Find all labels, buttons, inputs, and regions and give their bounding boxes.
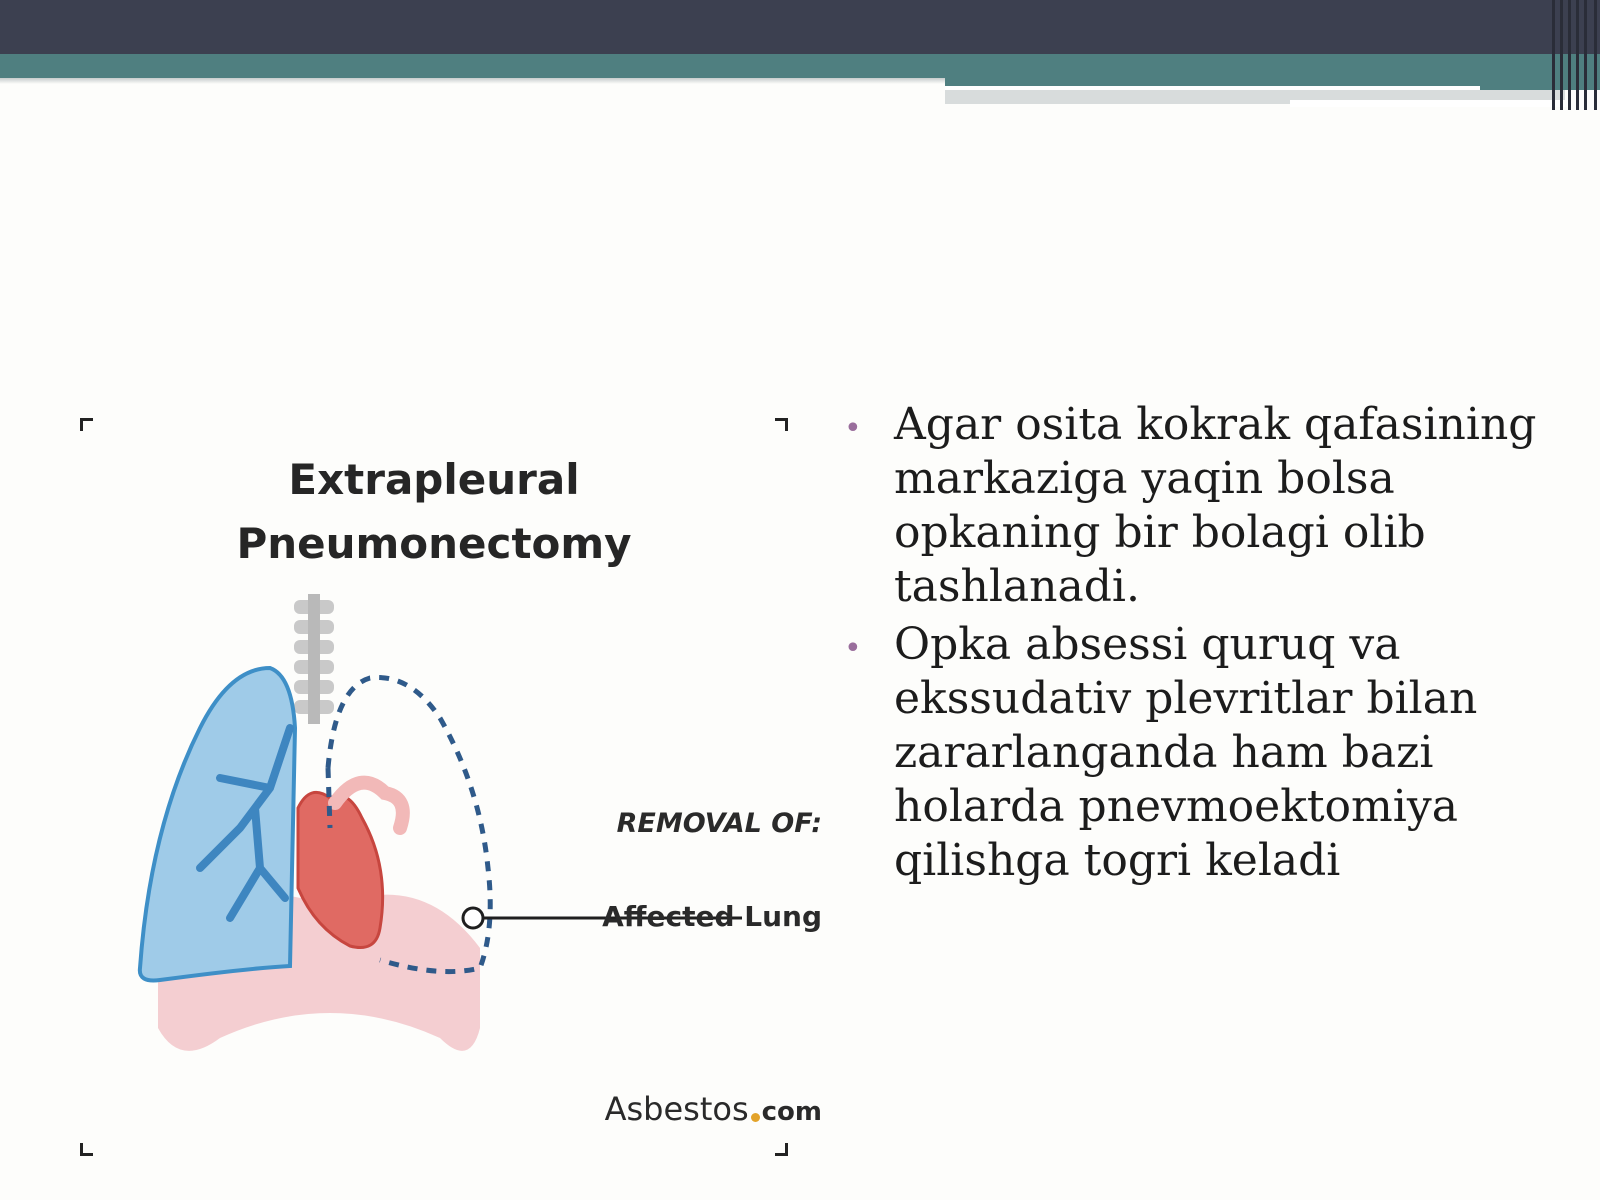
removal-label: REMOVAL OF: [616,808,822,839]
crop-mark-bottom-right [775,1143,788,1156]
crop-mark-top-right [775,418,788,431]
bullet-dot-icon: • [844,411,862,446]
remaining-lung-icon [140,668,295,981]
header-white-line [945,86,1480,90]
affected-lung-label: Affected Lung [602,900,822,933]
trachea-icon [294,594,334,724]
header-bar [0,0,1600,54]
brand-name: Asbestos [604,1090,749,1128]
bullet-list [838,398,1578,892]
brand-logo [520,1090,822,1128]
header-stripes [1550,0,1600,110]
bullet-dot-icon: • [844,631,862,666]
brand-tld: com [761,1097,822,1127]
header-accent-bar [0,54,1600,78]
figure-title-line2: Pneumonectomy [236,519,632,568]
header-shadow [0,78,945,84]
bullet-text: Opka absessi quruq va ekssudativ plevritlar bilan zararlanganda ham bazi holarda pnevmoektomiya qilishga togri keladi [894,619,1478,886]
crop-mark-top-left [80,418,93,431]
bullet-text: Agar osita kokrak qafasining markaziga yaqin bolsa opkaning bir bolagi olib tashlanadi. [894,399,1537,612]
list-item [838,618,1578,888]
crop-mark-bottom-left [80,1143,93,1156]
figure-title-line1: Extrapleural [288,455,580,504]
pointer-dot [463,908,483,928]
brand-dot-icon [751,1113,760,1122]
pneumonectomy-figure [80,418,822,1156]
figure-title [80,448,788,576]
list-item [838,398,1578,614]
header-white-line-short [1290,100,1570,107]
